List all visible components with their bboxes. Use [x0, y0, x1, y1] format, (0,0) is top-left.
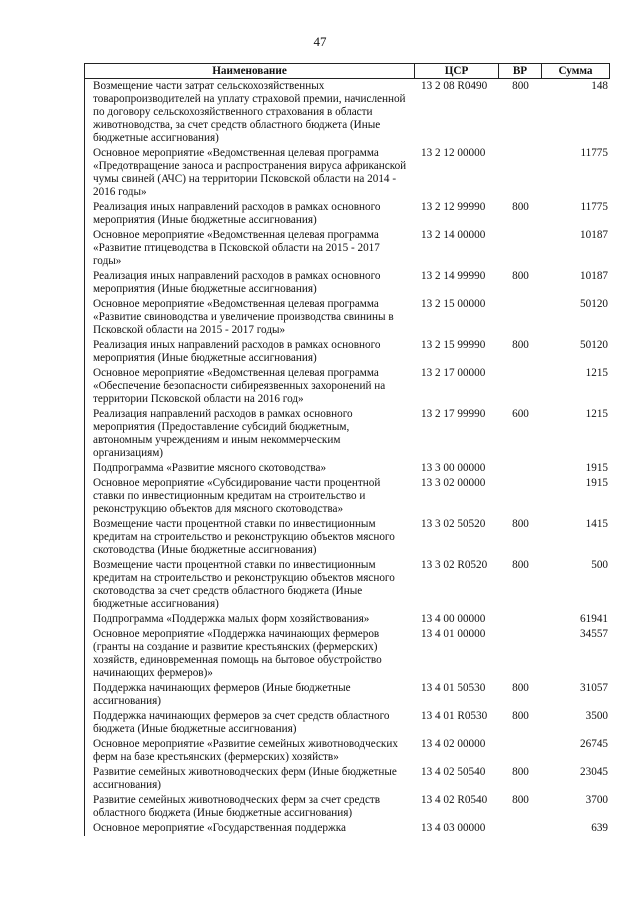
header-vr: ВР — [499, 63, 542, 79]
row-name: Реализация направлений расходов в рамках основного мероприятия (Предоставление субсидий бюджетным, автономным учреждениям и иным некоммерческим организациям) — [84, 407, 415, 461]
header-sum: Сумма — [542, 63, 610, 79]
row-vr: 800 — [512, 682, 529, 694]
row-vr — [499, 821, 542, 836]
row-name: Основное мероприятие «Ведомственная целевая программа «Обеспечение безопасности сибиреязвенных захоронений на территории Псковской области на 2016 год» — [84, 366, 415, 407]
row-csr: 13 3 02 50520 — [421, 518, 486, 530]
row-vr — [499, 228, 542, 269]
row-vr — [499, 612, 542, 627]
row-name: Основное мероприятие «Государственная поддержка — [84, 821, 415, 836]
row-vr — [499, 627, 542, 681]
row-vr — [499, 366, 542, 407]
header-csr: ЦСР — [415, 63, 499, 79]
row-csr: 13 4 01 00000 — [421, 628, 486, 640]
row-name: Поддержка начинающих фермеров за счет средств областного бюджета (Иные бюджетные ассигнования) — [84, 709, 415, 737]
row-name: Возмещение части затрат сельскохозяйственных товаропроизводителей на уплату страховой премии, начисленной по договору сельскохозяйственного страхования в области животноводства, за счет средств областного бюджета (Иные бюджетные ассигнования) — [84, 79, 415, 146]
row-name: Реализация иных направлений расходов в рамках основного мероприятия (Иные бюджетные ассигнования) — [84, 338, 415, 366]
row-csr: 13 4 01 50530 — [421, 682, 486, 694]
row-vr: 800 — [512, 559, 529, 571]
row-sum: 31057 — [580, 682, 608, 694]
row-csr: 13 2 17 99990 — [421, 408, 486, 420]
row-sum: 1215 — [585, 367, 608, 379]
row-vr: 800 — [512, 339, 529, 351]
budget-table — [84, 63, 610, 836]
row-name: Основное мероприятие «Поддержка начинающих фермеров (гранты на создание и развитие крестьянских (фермерских) хозяйств, единовременная помощь на бытовое обустройство начинающих фермеров)» — [84, 627, 415, 681]
row-csr: 13 4 00 00000 — [421, 613, 486, 625]
row-sum: 3500 — [585, 710, 608, 722]
row-vr — [499, 146, 542, 200]
row-name: Развитие семейных животноводческих ферм (Иные бюджетные ассигнования) — [84, 765, 415, 793]
page-number: 47 — [313, 34, 327, 49]
row-csr: 13 2 14 99990 — [421, 270, 486, 282]
row-sum: 11775 — [580, 147, 608, 159]
row-vr: 800 — [512, 710, 529, 722]
row-sum: 1915 — [585, 477, 608, 489]
row-csr: 13 2 12 99990 — [421, 201, 486, 213]
row-vr — [499, 476, 542, 517]
row-sum: 1915 — [585, 462, 608, 474]
row-csr: 13 4 03 00000 — [421, 822, 486, 834]
row-vr: 600 — [512, 408, 529, 420]
row-csr: 13 2 14 00000 — [421, 229, 486, 241]
row-name: Основное мероприятие «Ведомственная целевая программа «Развитие свиноводства и увеличение производства свинины в Псковской области на 2015 - 2017 годы» — [84, 297, 415, 338]
row-name: Развитие семейных животноводческих ферм за счет средств областного бюджета (Иные бюджетные ассигнования) — [84, 793, 415, 821]
row-name: Поддержка начинающих фермеров (Иные бюджетные ассигнования) — [84, 681, 415, 709]
row-sum: 3700 — [585, 794, 608, 806]
row-sum: 10187 — [580, 229, 608, 241]
row-csr: 13 3 02 00000 — [421, 477, 486, 489]
row-sum: 61941 — [580, 613, 608, 625]
row-csr: 13 2 15 99990 — [421, 339, 486, 351]
row-csr: 13 2 15 00000 — [421, 298, 486, 310]
row-sum: 23045 — [580, 766, 608, 778]
header-name: Наименование — [84, 63, 415, 79]
row-name: Реализация иных направлений расходов в рамках основного мероприятия (Иные бюджетные ассигнования) — [84, 200, 415, 228]
row-csr: 13 2 12 00000 — [421, 147, 486, 159]
row-sum: 26745 — [580, 738, 608, 750]
row-csr: 13 3 02 R0520 — [421, 559, 488, 571]
row-sum: 148 — [591, 80, 608, 92]
row-csr: 13 4 02 R0540 — [421, 794, 488, 806]
row-sum: 639 — [591, 822, 608, 834]
row-sum: 34557 — [580, 628, 608, 640]
row-sum: 500 — [591, 559, 608, 571]
row-csr: 13 3 00 00000 — [421, 462, 486, 474]
row-sum: 50120 — [580, 298, 608, 310]
row-vr: 800 — [512, 270, 529, 282]
row-name: Подпрограмма «Развитие мясного скотоводства» — [84, 461, 415, 476]
row-vr: 800 — [512, 201, 529, 213]
row-sum: 50120 — [580, 339, 608, 351]
row-csr: 13 2 17 00000 — [421, 367, 486, 379]
row-name: Подпрограмма «Поддержка малых форм хозяйствования» — [84, 612, 415, 627]
row-vr — [499, 461, 542, 476]
row-name: Возмещение части процентной ставки по инвестиционным кредитам на строительство и реконструкцию объектов мясного скотоводства за счет средств областного бюджета (Иные бюджетные ассигнования) — [84, 558, 415, 612]
row-csr: 13 4 01 R0530 — [421, 710, 488, 722]
row-name: Основное мероприятие «Ведомственная целевая программа «Развитие птицеводства в Псковской области на 2015 - 2017 годы» — [84, 228, 415, 269]
row-vr: 800 — [512, 766, 529, 778]
row-csr: 13 4 02 50540 — [421, 766, 486, 778]
row-name: Основное мероприятие «Субсидирование части процентной ставки по инвестиционным кредитам на строительство и реконструкцию объектов для мясного скотоводства» — [84, 476, 415, 517]
row-sum: 10187 — [580, 270, 608, 282]
row-name: Основное мероприятие «Ведомственная целевая программа «Предотвращение заноса и распространения вируса африканской чумы свиней (АЧС) на территории Псковской области на 2014 - 2016 годы» — [84, 146, 415, 200]
row-vr: 800 — [512, 80, 529, 92]
row-csr: 13 4 02 00000 — [421, 738, 486, 750]
row-csr: 13 2 08 R0490 — [421, 80, 488, 92]
row-vr: 800 — [512, 794, 529, 806]
row-name: Реализация иных направлений расходов в рамках основного мероприятия (Иные бюджетные ассигнования) — [84, 269, 415, 297]
row-sum: 11775 — [580, 201, 608, 213]
row-name: Основное мероприятие «Развитие семейных животноводческих ферм на базе крестьянских (фермерских) хозяйств» — [84, 737, 415, 765]
row-vr — [499, 737, 542, 765]
row-vr: 800 — [512, 518, 529, 530]
row-name: Возмещение части процентной ставки по инвестиционным кредитам на строительство и реконструкцию объектов мясного скотоводства (Иные бюджетные ассигнования) — [84, 517, 415, 558]
row-sum: 1415 — [585, 518, 608, 530]
row-vr — [499, 297, 542, 338]
row-sum: 1215 — [585, 408, 608, 420]
